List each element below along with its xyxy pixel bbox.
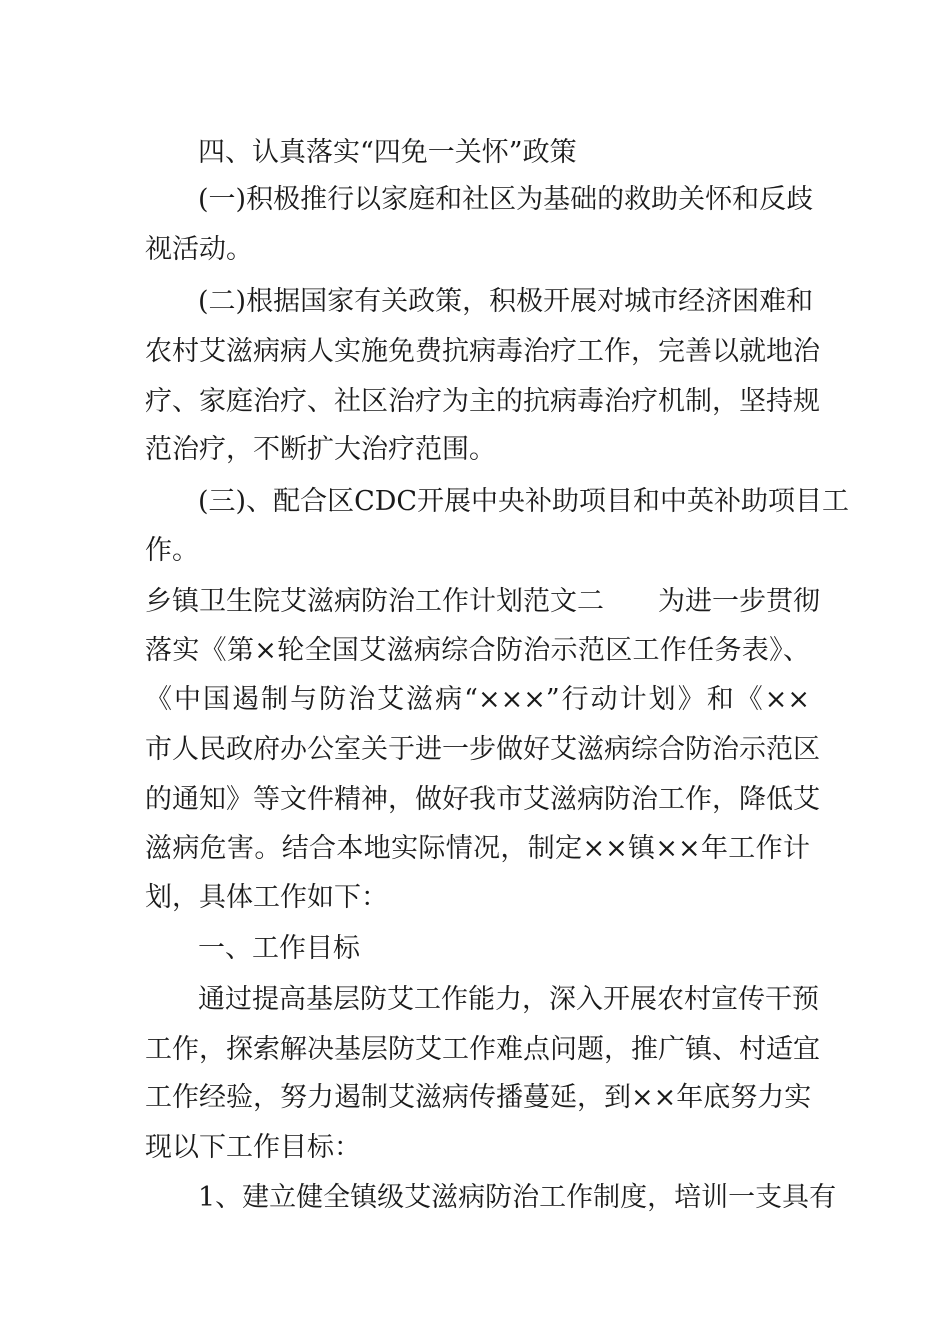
paragraph-line: (三)、配合区CDC开展中央补助项目和中英补助项目工 xyxy=(198,486,850,517)
paragraph-line: 疗、家庭治疗、社区治疗为主的抗病毒治疗机制，坚持规 xyxy=(145,386,820,417)
paragraph-line: 农村艾滋病病人实施免费抗病毒治疗工作，完善以就地治 xyxy=(145,336,820,367)
paragraph-line: 滋病危害。结合本地实际情况，制定××镇××年工作计 xyxy=(145,833,810,864)
section-title-line: 乡镇卫生院艾滋病防治工作计划范文二 为进一步贯彻 xyxy=(145,586,820,617)
paragraph-line: (二)根据国家有关政策，积极开展对城市经济困难和 xyxy=(198,286,814,317)
paragraph-line: 市人民政府办公室关于进一步做好艾滋病综合防治示范区 xyxy=(145,734,820,765)
paragraph-line: 视活动。 xyxy=(145,234,253,265)
paragraph-line: (一)积极推行以家庭和社区为基础的救助关怀和反歧 xyxy=(198,184,814,215)
section-heading-one: 一、工作目标 xyxy=(198,933,360,964)
paragraph-line: 落实《第×轮全国艾滋病综合防治示范区工作任务表》、 xyxy=(145,635,810,666)
paragraph-line: 范治疗，不断扩大治疗范围。 xyxy=(145,434,496,465)
paragraph-line: 划，具体工作如下： xyxy=(145,882,388,913)
section-heading-four: 四、认真落实“四免一关怀”政策 xyxy=(198,137,577,168)
paragraph-line: 现以下工作目标： xyxy=(145,1132,361,1163)
paragraph-line: 作。 xyxy=(145,535,199,566)
paragraph-line: 工作经验，努力遏制艾滋病传播蔓延，到××年底努力实 xyxy=(145,1082,812,1113)
paragraph-line: 工作，探索解决基层防艾工作难点问题，推广镇、村适宜 xyxy=(145,1034,820,1065)
paragraph-line: 的通知》等文件精神，做好我市艾滋病防治工作，降低艾 xyxy=(145,784,820,815)
paragraph-line: 《中国遏制与防治艾滋病“×××”行动计划》和《×× xyxy=(145,684,810,715)
paragraph-line: 1、建立健全镇级艾滋病防治工作制度，培训一支具有 xyxy=(198,1182,837,1213)
paragraph-line: 通过提高基层防艾工作能力，深入开展农村宣传干预 xyxy=(198,984,819,1015)
